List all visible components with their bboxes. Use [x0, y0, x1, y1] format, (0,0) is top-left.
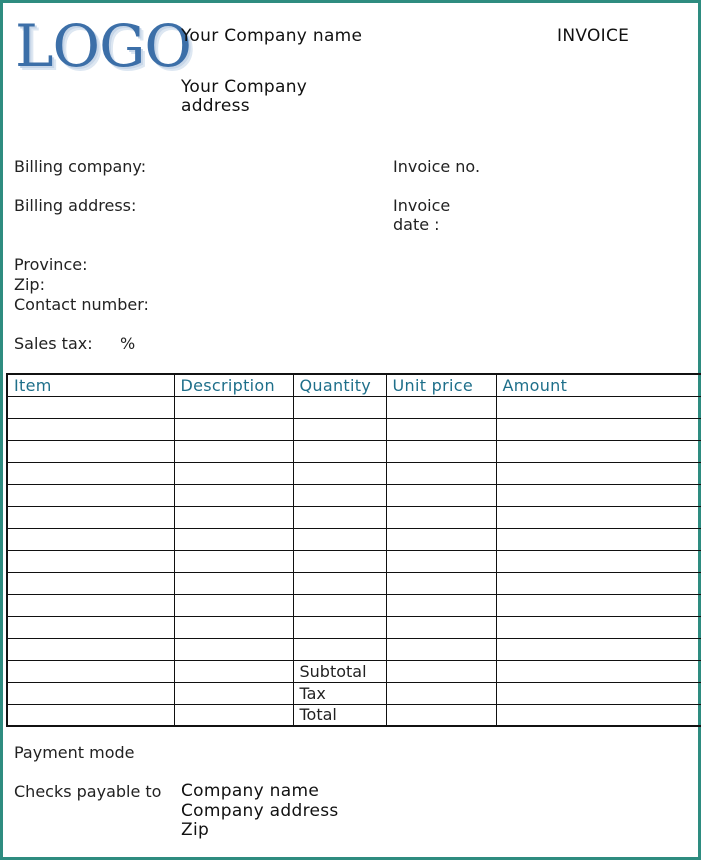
- table-row: [7, 484, 701, 506]
- table-cell[interactable]: [174, 660, 293, 682]
- table-cell[interactable]: [386, 528, 496, 550]
- table-cell[interactable]: [293, 550, 386, 572]
- table-cell[interactable]: [7, 616, 174, 638]
- table-cell[interactable]: [386, 682, 496, 704]
- table-header-row: [7, 374, 701, 396]
- tax-amount-cell[interactable]: [496, 682, 701, 704]
- table-cell[interactable]: [496, 418, 701, 440]
- table-cell[interactable]: [293, 616, 386, 638]
- table-row: [7, 594, 701, 616]
- table-cell[interactable]: [174, 550, 293, 572]
- contact-number-label: Contact number:: [14, 295, 149, 314]
- table-cell[interactable]: [7, 572, 174, 594]
- subtotal-amount-cell[interactable]: [496, 660, 701, 682]
- table-cell[interactable]: [496, 462, 701, 484]
- invoice-number-label: Invoice no.: [393, 157, 481, 176]
- table-cell[interactable]: [386, 484, 496, 506]
- table-cell[interactable]: [293, 572, 386, 594]
- table-cell[interactable]: [386, 704, 496, 726]
- table-cell[interactable]: [496, 550, 701, 572]
- table-cell[interactable]: [174, 682, 293, 704]
- column-header-quantity: Quantity: [293, 374, 386, 396]
- table-cell[interactable]: [7, 528, 174, 550]
- table-row: [7, 528, 701, 550]
- tax-row: [7, 682, 701, 704]
- table-cell[interactable]: [174, 638, 293, 660]
- payee-zip: Zip: [181, 820, 210, 840]
- sales-tax-percent: %: [120, 334, 136, 353]
- table-cell[interactable]: [7, 396, 174, 418]
- table-cell[interactable]: [386, 572, 496, 594]
- zip-label: Zip:: [14, 275, 45, 294]
- table-cell[interactable]: [386, 594, 496, 616]
- column-header-description: Description: [174, 374, 293, 396]
- table-cell[interactable]: [174, 616, 293, 638]
- table-cell[interactable]: [7, 682, 174, 704]
- table-cell[interactable]: [496, 528, 701, 550]
- province-label: Province:: [14, 255, 88, 274]
- column-header-unit-price: Unit price: [386, 374, 496, 396]
- table-cell[interactable]: [7, 660, 174, 682]
- table-cell[interactable]: [174, 484, 293, 506]
- total-label: Total: [293, 704, 386, 726]
- table-cell[interactable]: [174, 396, 293, 418]
- column-header-item: Item: [7, 374, 174, 396]
- table-cell[interactable]: [174, 704, 293, 726]
- table-cell[interactable]: [293, 506, 386, 528]
- table-body: [7, 396, 701, 726]
- subtotal-row: [7, 660, 701, 682]
- table-cell[interactable]: [496, 594, 701, 616]
- column-header-amount: Amount: [496, 374, 701, 396]
- table-cell[interactable]: [174, 440, 293, 462]
- table-cell[interactable]: [293, 484, 386, 506]
- table-cell[interactable]: [293, 418, 386, 440]
- billing-address-label: Billing address:: [14, 196, 137, 215]
- table-cell[interactable]: [293, 638, 386, 660]
- table-cell[interactable]: [386, 638, 496, 660]
- table-cell[interactable]: [386, 506, 496, 528]
- table-cell[interactable]: [496, 638, 701, 660]
- table-cell[interactable]: [293, 594, 386, 616]
- table-cell[interactable]: [7, 704, 174, 726]
- table-cell[interactable]: [386, 396, 496, 418]
- company-name: Your Company name: [181, 26, 363, 46]
- total-row: [7, 704, 701, 726]
- table-cell[interactable]: [293, 440, 386, 462]
- table-row: [7, 418, 701, 440]
- table-cell[interactable]: [293, 528, 386, 550]
- table-cell[interactable]: [386, 660, 496, 682]
- payee-company-address: Company address: [181, 800, 339, 821]
- table-cell[interactable]: [7, 418, 174, 440]
- table-row: [7, 616, 701, 638]
- table-row: [7, 550, 701, 572]
- table-cell[interactable]: [7, 506, 174, 528]
- table-cell[interactable]: [386, 462, 496, 484]
- table-row: [7, 572, 701, 594]
- table-cell[interactable]: [386, 550, 496, 572]
- table-row: [7, 462, 701, 484]
- subtotal-label: Subtotal: [293, 660, 386, 682]
- company-address: Your Company address: [181, 77, 308, 116]
- checks-payable-label: Checks payable to: [14, 782, 162, 801]
- table-row: [7, 506, 701, 528]
- table-cell[interactable]: [7, 550, 174, 572]
- table-cell[interactable]: [386, 440, 496, 462]
- table-cell[interactable]: [174, 572, 293, 594]
- table-cell[interactable]: [293, 462, 386, 484]
- payee-company-name: Company name: [181, 781, 320, 801]
- document-title: INVOICE: [557, 26, 630, 46]
- table-cell[interactable]: [174, 462, 293, 484]
- sales-tax-label: Sales tax:: [14, 334, 93, 353]
- table-cell[interactable]: [496, 440, 701, 462]
- payee-block: [181, 782, 339, 841]
- payment-mode-label: Payment mode: [14, 743, 135, 762]
- billing-company-label: Billing company:: [14, 157, 147, 176]
- table-row: [7, 396, 701, 418]
- table-cell[interactable]: [496, 506, 701, 528]
- table-cell[interactable]: [174, 594, 293, 616]
- table-row: [7, 440, 701, 462]
- table-cell[interactable]: [496, 396, 701, 418]
- table-cell[interactable]: [496, 572, 701, 594]
- table-cell[interactable]: [174, 418, 293, 440]
- table-cell[interactable]: [386, 418, 496, 440]
- table-cell[interactable]: [7, 462, 174, 484]
- table-cell[interactable]: [174, 528, 293, 550]
- table-row: [7, 638, 701, 660]
- invoice-date-label: Invoice date :: [393, 196, 451, 234]
- total-amount-cell[interactable]: [496, 704, 701, 726]
- table-cell[interactable]: [7, 594, 174, 616]
- table-cell[interactable]: [7, 484, 174, 506]
- table-cell[interactable]: [7, 440, 174, 462]
- tax-label: Tax: [293, 682, 386, 704]
- invoice-items-table: [6, 373, 701, 727]
- company-logo: LOGO: [15, 12, 191, 80]
- table-cell[interactable]: [293, 396, 386, 418]
- table-cell[interactable]: [496, 616, 701, 638]
- table-cell[interactable]: [496, 484, 701, 506]
- table-cell[interactable]: [386, 616, 496, 638]
- table-cell[interactable]: [7, 638, 174, 660]
- table-cell[interactable]: [174, 506, 293, 528]
